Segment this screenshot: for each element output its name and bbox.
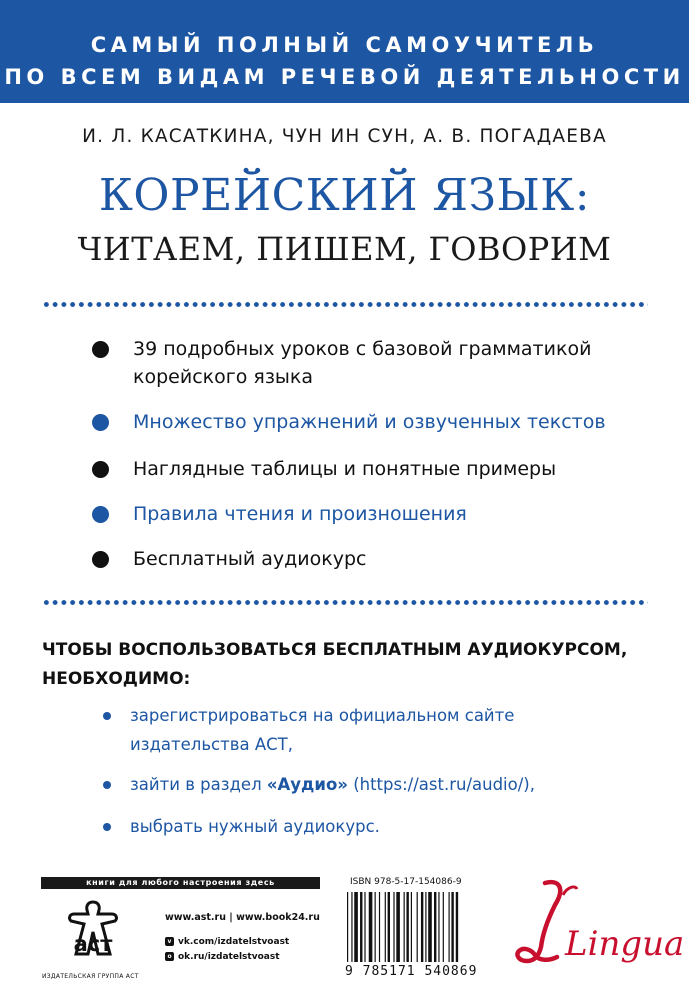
bullet-icon xyxy=(92,461,109,478)
barcode-bar xyxy=(351,892,352,962)
feature-text: Наглядные таблицы и понятные примеры xyxy=(133,458,557,480)
ok-link[interactable] xyxy=(165,952,280,962)
step-text: выбрать нужный аудиокурс. xyxy=(130,817,380,836)
ok-url: ok.ru/izdatelstvoast xyxy=(178,952,280,962)
audio-heading-line-2: НЕОБХОДИМО: xyxy=(42,669,191,689)
banner-line-2: ПО ВСЕМ ВИДАМ РЕЧЕВОЙ ДЕЯТЕЛЬНОСТИ xyxy=(4,65,685,89)
feature-text: Множество упражнений и озвученных текстов xyxy=(133,411,606,433)
barcode-bar xyxy=(417,892,418,962)
ok-icon: o xyxy=(165,952,174,961)
feature-text-line2: корейского языка xyxy=(133,366,314,388)
barcode-bar xyxy=(428,892,432,962)
barcode-bar xyxy=(421,892,423,962)
lingua-text: Lingua xyxy=(565,924,685,964)
barcode-bar xyxy=(425,892,426,962)
barcode-bar xyxy=(411,892,412,962)
barcode-bar xyxy=(375,892,376,962)
audio-heading-line-1: ЧТОБЫ ВОСПОЛЬЗОВАТЬСЯ БЕСПЛАТНЫМ АУДИОКУРСОМ, xyxy=(42,640,628,660)
barcode-bar xyxy=(347,892,348,962)
ast-logo xyxy=(44,898,142,978)
feature-text: 39 подробных уроков с базовой грамматикой xyxy=(133,338,592,360)
barcode-bar xyxy=(434,892,436,962)
logo-text: аст xyxy=(73,932,113,956)
websites[interactable]: www.ast.ru | www.book24.ru xyxy=(165,912,320,923)
banner-line-1: САМЫЙ ПОЛНЫЙ САМОУЧИТЕЛЬ xyxy=(90,33,599,57)
barcode-bar xyxy=(364,892,365,962)
barcode-bar xyxy=(451,892,453,962)
bullet-icon xyxy=(92,551,109,568)
logo-caption: ИЗДАТЕЛЬСКАЯ ГРУППА АСТ xyxy=(42,973,139,980)
barcode-bar xyxy=(404,892,405,962)
barcode-bar xyxy=(354,892,358,962)
barcode-number: 9 785171 540869 xyxy=(345,964,478,979)
step-bullet-icon xyxy=(103,781,111,789)
lingua-logo xyxy=(505,875,685,975)
barcode-bar xyxy=(443,892,444,962)
barcode xyxy=(343,892,493,962)
barcode-bar xyxy=(379,892,380,962)
audio-url: (https://ast.ru/audio/), xyxy=(347,775,535,794)
feature-text: Бесплатный аудиокурс xyxy=(133,548,367,570)
step-text-line2: издательства АСТ, xyxy=(130,735,293,754)
barcode-bar xyxy=(360,892,362,962)
bullet-icon xyxy=(92,414,109,431)
dotted-divider-bottom xyxy=(42,600,648,605)
barcode-bar xyxy=(438,892,439,962)
step-text: зарегистрироваться на официальном сайте xyxy=(130,706,515,725)
barcode-bar xyxy=(406,892,408,962)
top-banner xyxy=(0,0,689,103)
step-text-pre: зайти в раздел xyxy=(130,775,267,794)
book-subtitle: ЧИТАЕМ, ПИШЕМ, ГОВОРИМ xyxy=(77,230,612,268)
audio-section-name: «Аудио» xyxy=(266,775,348,794)
vk-url: vk.com/izdatelstvoast xyxy=(178,937,290,947)
vk-link[interactable] xyxy=(165,937,289,947)
feature-text: Правила чтения и произношения xyxy=(133,503,467,525)
barcode-bar xyxy=(456,892,458,962)
step-bullet-icon xyxy=(103,823,111,831)
barcode-bar xyxy=(449,892,450,962)
barcode-bar xyxy=(396,892,400,962)
bullet-icon xyxy=(92,506,109,523)
tagline: книги для любого настроения здесь xyxy=(41,877,320,889)
step-bullet-icon xyxy=(103,712,111,720)
step-text xyxy=(130,771,535,799)
audio-instructions-heading xyxy=(42,636,627,694)
dotted-divider-top xyxy=(42,302,648,307)
bullet-icon xyxy=(92,341,109,358)
barcode-bar xyxy=(369,892,373,962)
vk-icon: v xyxy=(165,937,174,946)
book-title: КОРЕЙСКИЙ ЯЗЫК: xyxy=(98,170,591,221)
isbn: ISBN 978-5-17-154086-9 xyxy=(350,877,462,887)
authors: И. Л. КАСАТКИНА, ЧУН ИН СУН, А. В. ПОГАДАЕВА xyxy=(82,126,607,147)
barcode-bar xyxy=(388,892,390,962)
barcode-bar xyxy=(385,892,386,962)
barcode-bar xyxy=(393,892,394,962)
